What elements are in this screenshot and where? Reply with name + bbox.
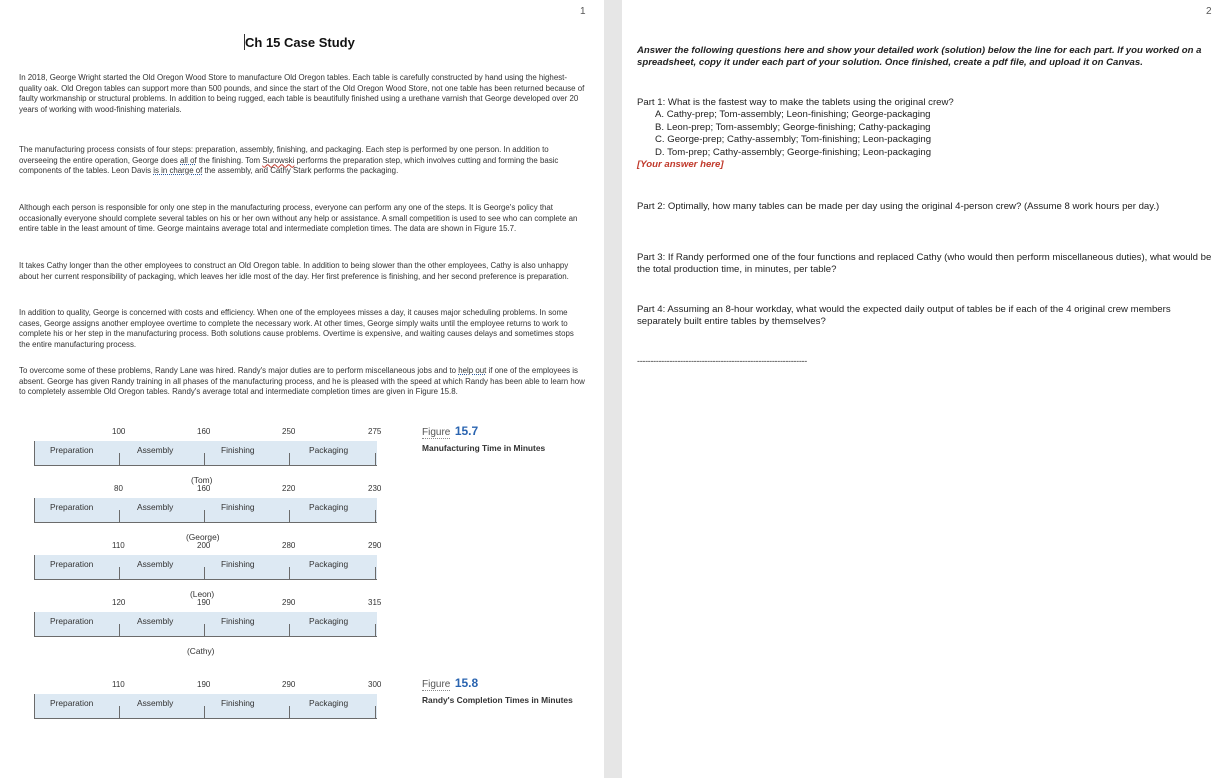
- timeline-tom: [34, 427, 382, 485]
- page-number: 2: [1206, 6, 1212, 17]
- step-packaging: Packaging: [309, 502, 349, 512]
- timeline-tick: [375, 567, 376, 579]
- grammar-flag: help out: [458, 366, 487, 375]
- option-d[interactable]: D. Tom-prep; Cathy-assembly; George-finishing; Leon-packaging: [655, 146, 932, 158]
- time-value: 250: [282, 427, 296, 436]
- worker-name: (Tom): [191, 475, 213, 485]
- timeline-tick: [204, 706, 205, 718]
- timeline-tick: [375, 453, 376, 465]
- timeline-cathy: [34, 598, 382, 656]
- time-value: 220: [282, 484, 296, 493]
- time-value: 110: [112, 680, 125, 689]
- timeline-tick: [375, 624, 376, 636]
- page-one: [0, 0, 604, 778]
- text-run: The manufacturing process consists of four steps: preparation, assembly, finishing, and packaging. Each step is performed by one person. In addition to overseeing the entire operation, George does: [19, 145, 549, 165]
- step-preparation: Preparation: [50, 559, 94, 569]
- figure-number: 15.7: [454, 424, 479, 438]
- time-value: 300: [368, 680, 382, 689]
- timeline-tick: [204, 510, 205, 522]
- time-value: 200: [197, 541, 211, 550]
- instructions[interactable]: Answer the following questions here and show your detailed work (solution) below the line for each part. If you worked on a spreadsheet, copy it under each part of your solution. Once finished, create a pdf file, and upload it on Canvas.: [637, 45, 1202, 69]
- time-value: 110: [112, 541, 125, 550]
- paragraph-randy[interactable]: [19, 366, 585, 398]
- time-value: 290: [282, 598, 296, 607]
- timeline-tick: [204, 453, 205, 465]
- question-part-1[interactable]: [637, 97, 1212, 171]
- question-text: Part 1: What is the fastest way to make the tablets using the original crew?: [637, 97, 954, 108]
- answer-placeholder[interactable]: [Your answer here]: [637, 159, 724, 171]
- question-part-3[interactable]: Part 3: If Randy performed one of the four functions and replaced Cathy (who would then perform miscellaneous duties), what would be the total production time, in minutes, per table?: [637, 252, 1212, 276]
- text-run: the finishing. Tom: [196, 155, 263, 165]
- step-packaging: Packaging: [309, 445, 349, 455]
- timeline-tick: [119, 706, 120, 718]
- page-number: 1: [580, 6, 586, 17]
- question-part-2[interactable]: Part 2: Optimally, how many tables can be made per day using the original 4-person crew? (Assume 8 work hours per day.): [637, 201, 1160, 212]
- timeline-tick: [375, 510, 376, 522]
- step-assembly: Assembly: [137, 698, 174, 708]
- step-packaging: Packaging: [309, 698, 349, 708]
- time-value: 190: [197, 680, 211, 689]
- question-part-4[interactable]: Part 4: Assuming an 8-hour workday, what would the expected daily output of tables be if each of the 4 original crew members separately built entire tables by themselves?: [637, 304, 1171, 328]
- step-finishing: Finishing: [221, 445, 255, 455]
- timeline-tick: [204, 624, 205, 636]
- case-study-title[interactable]: Ch 15 Case Study: [245, 35, 355, 50]
- time-value: 160: [197, 427, 211, 436]
- time-value: 290: [282, 680, 296, 689]
- grammar-flag: is in charge of: [153, 166, 203, 176]
- timeline-tick: [289, 567, 290, 579]
- step-finishing: Finishing: [221, 502, 255, 512]
- paragraph-cathy[interactable]: It takes Cathy longer than the other employees to construct an Old Oregon table. In addition to being slower than the other employees, Cathy is also unhappy about her current responsibility of packaging, which leaves her idle most of the day. Her first preference is finishing, and her second preference is preparation.: [19, 261, 569, 281]
- timeline-randy: [34, 680, 380, 720]
- figure-15-7-caption: [422, 422, 545, 453]
- step-preparation: Preparation: [50, 616, 94, 626]
- step-assembly: Assembly: [137, 559, 174, 569]
- timeline-tick: [289, 706, 290, 718]
- timeline-tick: [204, 567, 205, 579]
- worker-name: (Leon): [190, 589, 215, 599]
- time-value: 80: [114, 484, 123, 493]
- time-value: 290: [368, 541, 382, 550]
- figure-15-8-caption: [422, 674, 573, 705]
- timeline-tick: [289, 453, 290, 465]
- timeline-tick: [289, 624, 290, 636]
- timeline-leon: [34, 541, 382, 599]
- text-run: performs the preparation step, which involves cutting and forming the basic components of the tables. Leon Davis: [19, 155, 559, 176]
- timeline-tick: [119, 567, 120, 579]
- time-value: 230: [368, 484, 382, 493]
- option-c[interactable]: C. George-prep; Cathy-assembly; Tom-finishing; Leon-packaging: [655, 134, 932, 146]
- time-value: 120: [112, 598, 126, 607]
- step-assembly: Assembly: [137, 616, 174, 626]
- paragraph-competition[interactable]: Although each person is responsible for only one step in the manufacturing process, everyone can perform any one of the steps. It is George's policy that occasionally everyone should complete several tables on his or her own without any help or assistance. A small competition is used to see who can complete an entire table in the least amount of time. George maintains average total and intermediate completion times. The data are shown in Figure 15.7.: [19, 203, 578, 234]
- step-finishing: Finishing: [221, 559, 255, 569]
- step-packaging: Packaging: [309, 616, 349, 626]
- time-value: 280: [282, 541, 296, 550]
- figure-number: 15.8: [454, 676, 479, 690]
- step-finishing: Finishing: [221, 616, 255, 626]
- timeline-tick: [289, 510, 290, 522]
- timeline-tick: [119, 624, 120, 636]
- timeline-tick: [375, 706, 376, 718]
- timeline-george: [34, 484, 382, 542]
- step-finishing: Finishing: [221, 698, 255, 708]
- page-two: [622, 0, 1220, 778]
- step-preparation: Preparation: [50, 502, 94, 512]
- figure-label: Figure: [422, 427, 451, 438]
- time-value: 100: [112, 427, 126, 436]
- option-a[interactable]: A. Cathy-prep; Tom-assembly; Leon-finishing; George-packaging: [655, 109, 931, 121]
- time-value: 315: [368, 598, 382, 607]
- figure-label: Figure: [422, 679, 451, 690]
- grammar-flag: all of: [180, 155, 197, 165]
- page-gutter: [604, 0, 622, 778]
- spelling-flag: Surowski: [262, 155, 295, 165]
- paragraph-process[interactable]: [19, 145, 585, 177]
- option-b[interactable]: B. Leon-prep; Tom-assembly; George-finishing; Cathy-packaging: [655, 121, 931, 133]
- time-value: 275: [368, 427, 382, 436]
- worker-name: (George): [186, 532, 220, 542]
- time-value: 160: [197, 484, 211, 493]
- worker-name: (Cathy): [187, 646, 215, 656]
- step-assembly: Assembly: [137, 445, 174, 455]
- step-assembly: Assembly: [137, 502, 174, 512]
- timeline-tick: [119, 453, 120, 465]
- step-preparation: Preparation: [50, 698, 94, 708]
- figure-caption: Manufacturing Time in Minutes: [422, 443, 546, 453]
- text-run: To overcome some of these problems, Randy Lane was hired. Randy's major duties are to perform miscellaneous jobs and to: [19, 366, 459, 375]
- time-value: 190: [197, 598, 211, 607]
- text-run: if one of the employees is absent. George has given Randy training in all phases of the manufacturing process, and he is pleased with the speed at which Randy has been able to learn how to completely assemble Old Oregon tables. Randy's average total and intermediate completion times are given in Figure 15.8.: [19, 366, 585, 397]
- timeline-tick: [119, 510, 120, 522]
- paragraph-intro[interactable]: In 2018, George Wright started the Old Oregon Wood Store to manufacture Old Oregon tables. Each table is carefully constructed by hand using the highest-quality oak. Old Oregon tables can support more than 500 pounds, and since the start of the Old Oregon Wood Store, not one table has been returned because of faulty workmanship or structural problems. In addition to being rugged, each table is beautifully finished using a urethane varnish that George developed over 20 years of working with wood-finishing materials.: [19, 73, 585, 114]
- paragraph-quality[interactable]: In addition to quality, George is concerned with costs and efficiency. When one of the employees misses a day, it causes major scheduling problems. In some cases, George assigns another employee overtime to complete the necessary work. At other times, George simply waits until the employee returns to work to complete his or her step in the manufacturing process. Both solutions cause problems. Overtime is expensive, and waiting causes delays and sometimes stops the entire manufacturing process.: [19, 308, 574, 349]
- figure-caption: Randy's Completion Times in Minutes: [422, 695, 573, 705]
- step-preparation: Preparation: [50, 445, 94, 455]
- step-packaging: Packaging: [309, 559, 349, 569]
- solution-divider-line: ---------------------------------------------------------------: [637, 356, 807, 366]
- text-run: the assembly, and Cathy Stark performs the packaging.: [202, 166, 399, 176]
